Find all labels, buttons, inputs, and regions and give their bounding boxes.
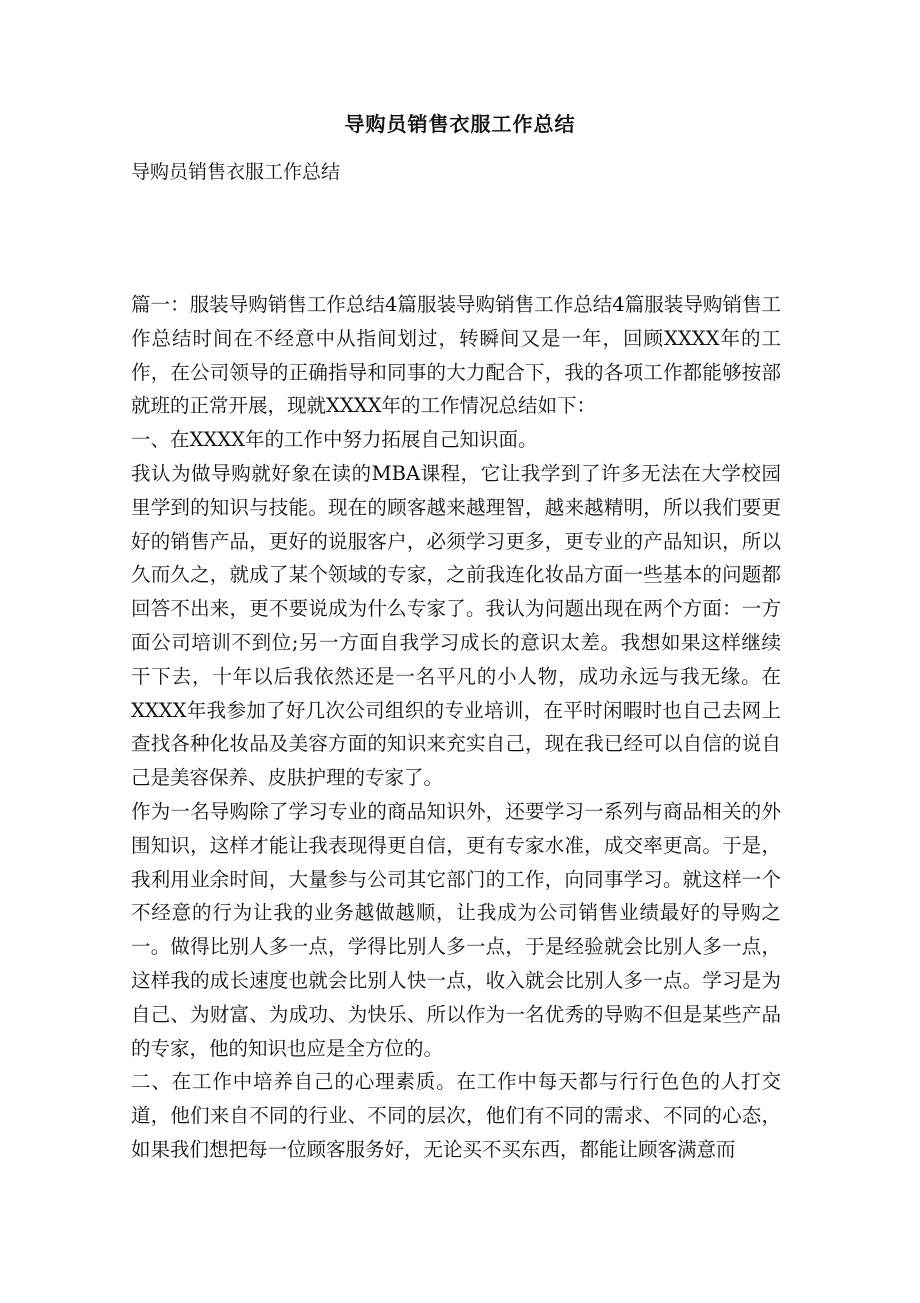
paragraph-learning: 作为一名导购除了学习专业的商品知识外，还要学习一系列与商品相关的外围知识，这样才能让我表现得更自信，更有专家水准，成交率更高。于是，我利用业余时间，大量参与公司其它部门的工作，向同事学习。就这样一个不经意的行为让我的业务越做越顺，让我成为公司销售业绩最好的导购之一。做得比别人多一点，学得比别人多一点，于是经验就会比别人多一点，这样我的成长速度也就会比别人快一点，收入就会比别人多一点。学习是为自己、为财富、为成功、为快乐、所以作为一名优秀的导购不但是某些产品的专家，他的知识也应是全方位的。 [131,799,781,1060]
paragraph-knowledge: 我认为做导购就好象在读的MBA课程，它让我学到了许多无法在大学校园里学到的知识与技能。现在的顾客越来越理智，越来越精明，所以我们要更好的销售产品，更好的说服客户，必须学习更多，更专业的产品知识，所以久而久之，就成了某个领域的专家，之前我连化妆品方面一些基本的问题都回答不出来，更不要说成为什么专家了。我认为问题出现在两个方面：一方面公司培训不到位;另一方面自我学习成长的意识太差。我想如果这样继续干下去，十年以后我依然还是一名平凡的小人物，成功永远与我无缘。在XXXX年我参加了好几次公司组织的专业培训，在平时闲暇时也自己去网上查找各种化妆品及美容方面的知识来充实自己，现在我已经可以自信的说自己是美容保养、皮肤护理的专家了。 [131,461,781,790]
paragraph-heading-one: 一、在XXXX年的工作中努力拓展自己知识面。 [131,428,538,452]
document-title: 导购员销售衣服工作总结 [344,112,576,136]
paragraph-intro: 篇一：服装导购销售工作总结4篇服装导购销售工作总结4篇服装导购销售工作总结时间在不经意中从指间划过，转瞬间又是一年，回顾XXXX年的工作，在公司领导的正确指导和同事的大力配合下，我的各项工作都能够按部就班的正常开展，现就XXXX年的工作情况总结如下： [131,293,781,418]
paragraph-heading-two: 二、在工作中培养自己的心理素质。在工作中每天都与行行色色的人打交道，他们来自不同的行业、不同的层次，他们有不同的需求、不同的心态，如果我们想把每一位顾客服务好，无论买不买东西，都能让顾客满意而 [131,1070,781,1161]
document-body [131,288,781,1167]
document-subtitle: 导购员销售衣服工作总结 [131,161,341,183]
